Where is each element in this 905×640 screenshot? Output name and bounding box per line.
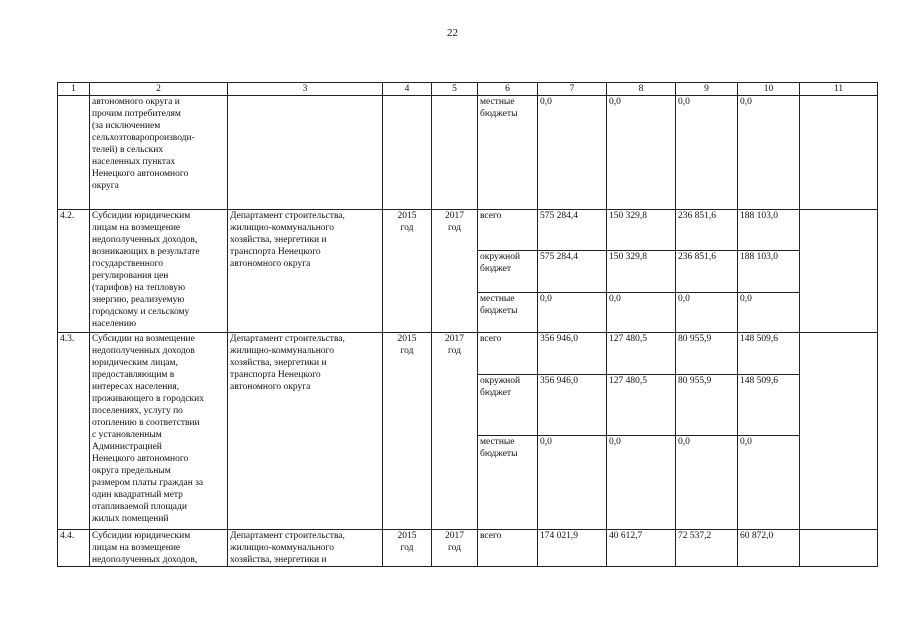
item-number: 4.4. — [58, 530, 90, 567]
amount-total: 356 946,0 — [538, 333, 607, 375]
funding-source: всего — [478, 333, 538, 375]
amount-total: 0,0 — [538, 436, 607, 530]
executor: Департамент строительства, жилищно-коммунального хозяйства, энергетики и транспорта Ненецкого автономного округа — [228, 210, 383, 333]
amount-2017: 60 872,0 — [738, 530, 800, 567]
measure-name: автономного округа и прочим потребителям (за исключением сельхозтоваропроизводи- телей) в сельских населенных пунктах Ненецкого автономного округа — [90, 96, 228, 210]
measure-name: Субсидии юридическим лицам на возмещение недополученных доходов, — [90, 530, 228, 567]
amount-total: 174 021,9 — [538, 530, 607, 567]
end-year: 2017 год — [432, 530, 478, 567]
col-header: 9 — [676, 83, 738, 96]
col-header: 3 — [228, 83, 383, 96]
funding-source: окружной бюджет — [478, 251, 538, 293]
amount-2017: 148 509,6 — [738, 375, 800, 436]
amount-2015: 127 480,5 — [607, 333, 676, 375]
start-year: 2015 год — [383, 210, 432, 333]
amount-2016: 72 537,2 — [676, 530, 738, 567]
amount-total: 575 284,4 — [538, 251, 607, 293]
col-header: 5 — [432, 83, 478, 96]
col-header: 8 — [607, 83, 676, 96]
note-cell — [800, 210, 878, 333]
note-cell — [800, 530, 878, 567]
amount-2016: 80 955,9 — [676, 375, 738, 436]
col-header: 6 — [478, 83, 538, 96]
table-row — [58, 530, 878, 567]
amount-2015: 127 480,5 — [607, 375, 676, 436]
amount-2017: 0,0 — [738, 96, 800, 210]
funding-source: местные бюджеты — [478, 436, 538, 530]
amount-total: 575 284,4 — [538, 210, 607, 251]
amount-total: 0,0 — [538, 96, 607, 210]
table-row — [58, 96, 878, 210]
start-year: 2015 год — [383, 333, 432, 530]
end-year — [432, 96, 478, 210]
col-header: 4 — [383, 83, 432, 96]
col-header: 1 — [58, 83, 90, 96]
amount-2015: 150 329,8 — [607, 210, 676, 251]
start-year: 2015 год — [383, 530, 432, 567]
amount-2016: 80 955,9 — [676, 333, 738, 375]
executor — [228, 96, 383, 210]
col-header: 2 — [90, 83, 228, 96]
amount-2016: 0,0 — [676, 293, 738, 333]
col-header: 11 — [800, 83, 878, 96]
col-header: 10 — [738, 83, 800, 96]
table-row — [58, 210, 878, 251]
item-number: 4.3. — [58, 333, 90, 530]
note-cell — [800, 333, 878, 530]
amount-2015: 150 329,8 — [607, 251, 676, 293]
amount-2016: 236 851,6 — [676, 251, 738, 293]
amount-2017: 188 103,0 — [738, 251, 800, 293]
amount-2017: 0,0 — [738, 293, 800, 333]
funding-source: местные бюджеты — [478, 96, 538, 210]
end-year: 2017 год — [432, 210, 478, 333]
amount-2016: 236 851,6 — [676, 210, 738, 251]
note-cell — [800, 96, 878, 210]
amount-2015: 0,0 — [607, 96, 676, 210]
amount-2017: 0,0 — [738, 436, 800, 530]
amount-total: 356 946,0 — [538, 375, 607, 436]
amount-2015: 0,0 — [607, 436, 676, 530]
amount-2016: 0,0 — [676, 96, 738, 210]
page-number: 22 — [447, 27, 458, 39]
col-header: 7 — [538, 83, 607, 96]
measure-name: Субсидии юридическим лицам на возмещение недополученных доходов, возникающих в результате государственного регулирования цен (тарифов) на тепловую энергию, реализуемую городскому и сельскому населению — [90, 210, 228, 333]
amount-2017: 188 103,0 — [738, 210, 800, 251]
executor: Департамент строительства, жилищно-коммунального хозяйства, энергетики и — [228, 530, 383, 567]
end-year: 2017 год — [432, 333, 478, 530]
measure-name: Субсидии на возмещение недополученных доходов юридическим лицам, предоставляющим в интересах населения, проживающего в городских поселениях, услугу по отоплению в соответствии с установленным Администрацией Ненецкого автономного округа предельным размером платы граждан за один квадратный метр отапливаемой площади жилых помещений — [90, 333, 228, 530]
table-row — [58, 333, 878, 375]
amount-2016: 0,0 — [676, 436, 738, 530]
item-number: 4.2. — [58, 210, 90, 333]
funding-source: всего — [478, 210, 538, 251]
item-number — [58, 96, 90, 210]
column-number-row — [58, 83, 878, 96]
amount-total: 0,0 — [538, 293, 607, 333]
amount-2015: 40 612,7 — [607, 530, 676, 567]
executor: Департамент строительства, жилищно-коммунального хозяйства, энергетики и транспорта Ненецкого автономного округа — [228, 333, 383, 530]
start-year — [383, 96, 432, 210]
amount-2017: 148 509,6 — [738, 333, 800, 375]
funding-source: местные бюджеты — [478, 293, 538, 333]
funding-source: окружной бюджет — [478, 375, 538, 436]
funding-source: всего — [478, 530, 538, 567]
amount-2015: 0,0 — [607, 293, 676, 333]
program-table — [57, 82, 878, 567]
